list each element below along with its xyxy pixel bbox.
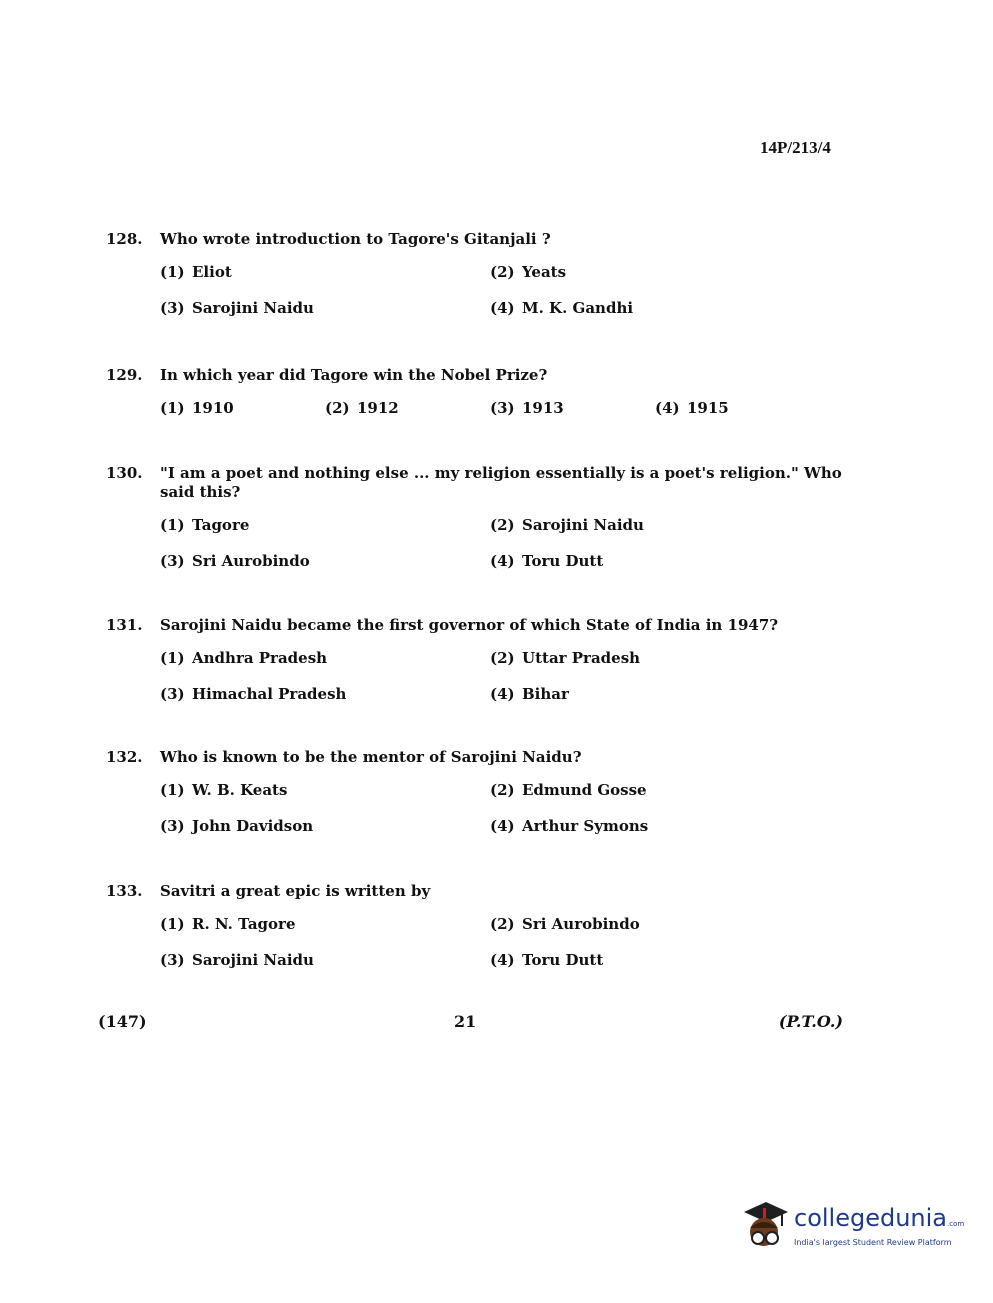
question-130 bbox=[106, 464, 851, 588]
mascot-icon bbox=[736, 1198, 792, 1256]
question-128 bbox=[106, 230, 851, 335]
option-3: (3) Sarojini Naidu bbox=[160, 951, 314, 969]
question-text: Who is known to be the mentor of Sarojini Naidu? bbox=[160, 748, 582, 766]
option-1: (1) R. N. Tagore bbox=[160, 915, 296, 933]
logo-suffix: .com bbox=[947, 1220, 965, 1228]
option-4: (4) Toru Dutt bbox=[490, 552, 604, 570]
question-number: 132. bbox=[106, 748, 143, 766]
option-4: (4) M. K. Gandhi bbox=[490, 299, 634, 317]
question-number: 129. bbox=[106, 366, 143, 384]
question-132 bbox=[106, 748, 851, 853]
option-4: (4) Toru Dutt bbox=[490, 951, 604, 969]
question-number: 131. bbox=[106, 616, 143, 634]
page-number: 21 bbox=[454, 1012, 477, 1031]
question-text: Who wrote introduction to Tagore's Gitanjali ? bbox=[160, 230, 551, 248]
option-2: (2) Uttar Pradesh bbox=[490, 649, 641, 667]
booklet-code: (147) bbox=[98, 1012, 147, 1031]
page-footer bbox=[98, 1012, 843, 1031]
option-1: (1) Eliot bbox=[160, 263, 232, 281]
question-text: In which year did Tagore win the Nobel Prize? bbox=[160, 366, 548, 384]
option-3: (3) Sarojini Naidu bbox=[160, 299, 314, 317]
collegedunia-logo bbox=[736, 1198, 965, 1258]
option-2: (2) Yeats bbox=[490, 263, 567, 281]
option-2: (2) Sri Aurobindo bbox=[490, 915, 640, 933]
option-1: (1) 1910 bbox=[160, 399, 234, 417]
question-text: Savitri a great epic is written by bbox=[160, 882, 431, 900]
option-2: (2) Edmund Gosse bbox=[490, 781, 647, 799]
logo-wordmark: collegedunia.com bbox=[794, 1204, 965, 1232]
option-4: (4) Arthur Symons bbox=[490, 817, 649, 835]
question-129 bbox=[106, 366, 851, 435]
option-4: (4) Bihar bbox=[490, 685, 569, 703]
option-3: (3) John Davidson bbox=[160, 817, 314, 835]
question-number: 133. bbox=[106, 882, 143, 900]
option-1: (1) Andhra Pradesh bbox=[160, 649, 328, 667]
question-number: 130. bbox=[106, 464, 143, 482]
option-2: (2) Sarojini Naidu bbox=[490, 516, 644, 534]
question-131 bbox=[106, 616, 851, 721]
option-3: (3) Sri Aurobindo bbox=[160, 552, 310, 570]
option-4: (4) 1915 bbox=[655, 399, 729, 417]
pto-label: (P.T.O.) bbox=[778, 1012, 843, 1031]
question-number: 128. bbox=[106, 230, 143, 248]
question-text: Sarojini Naidu became the first governor of which State of India in 1947? bbox=[160, 616, 779, 634]
option-1: (1) W. B. Keats bbox=[160, 781, 288, 799]
option-3: (3) Himachal Pradesh bbox=[160, 685, 347, 703]
paper-code: 14P/213/4 bbox=[760, 138, 831, 157]
question-text: "I am a poet and nothing else ... my religion essentially is a poet's religion." Who said this? bbox=[160, 464, 842, 501]
option-2: (2) 1912 bbox=[325, 399, 399, 417]
option-3: (3) 1913 bbox=[490, 399, 564, 417]
logo-tagline: India's largest Student Review Platform bbox=[794, 1238, 952, 1247]
question-133 bbox=[106, 882, 851, 987]
option-1: (1) Tagore bbox=[160, 516, 250, 534]
